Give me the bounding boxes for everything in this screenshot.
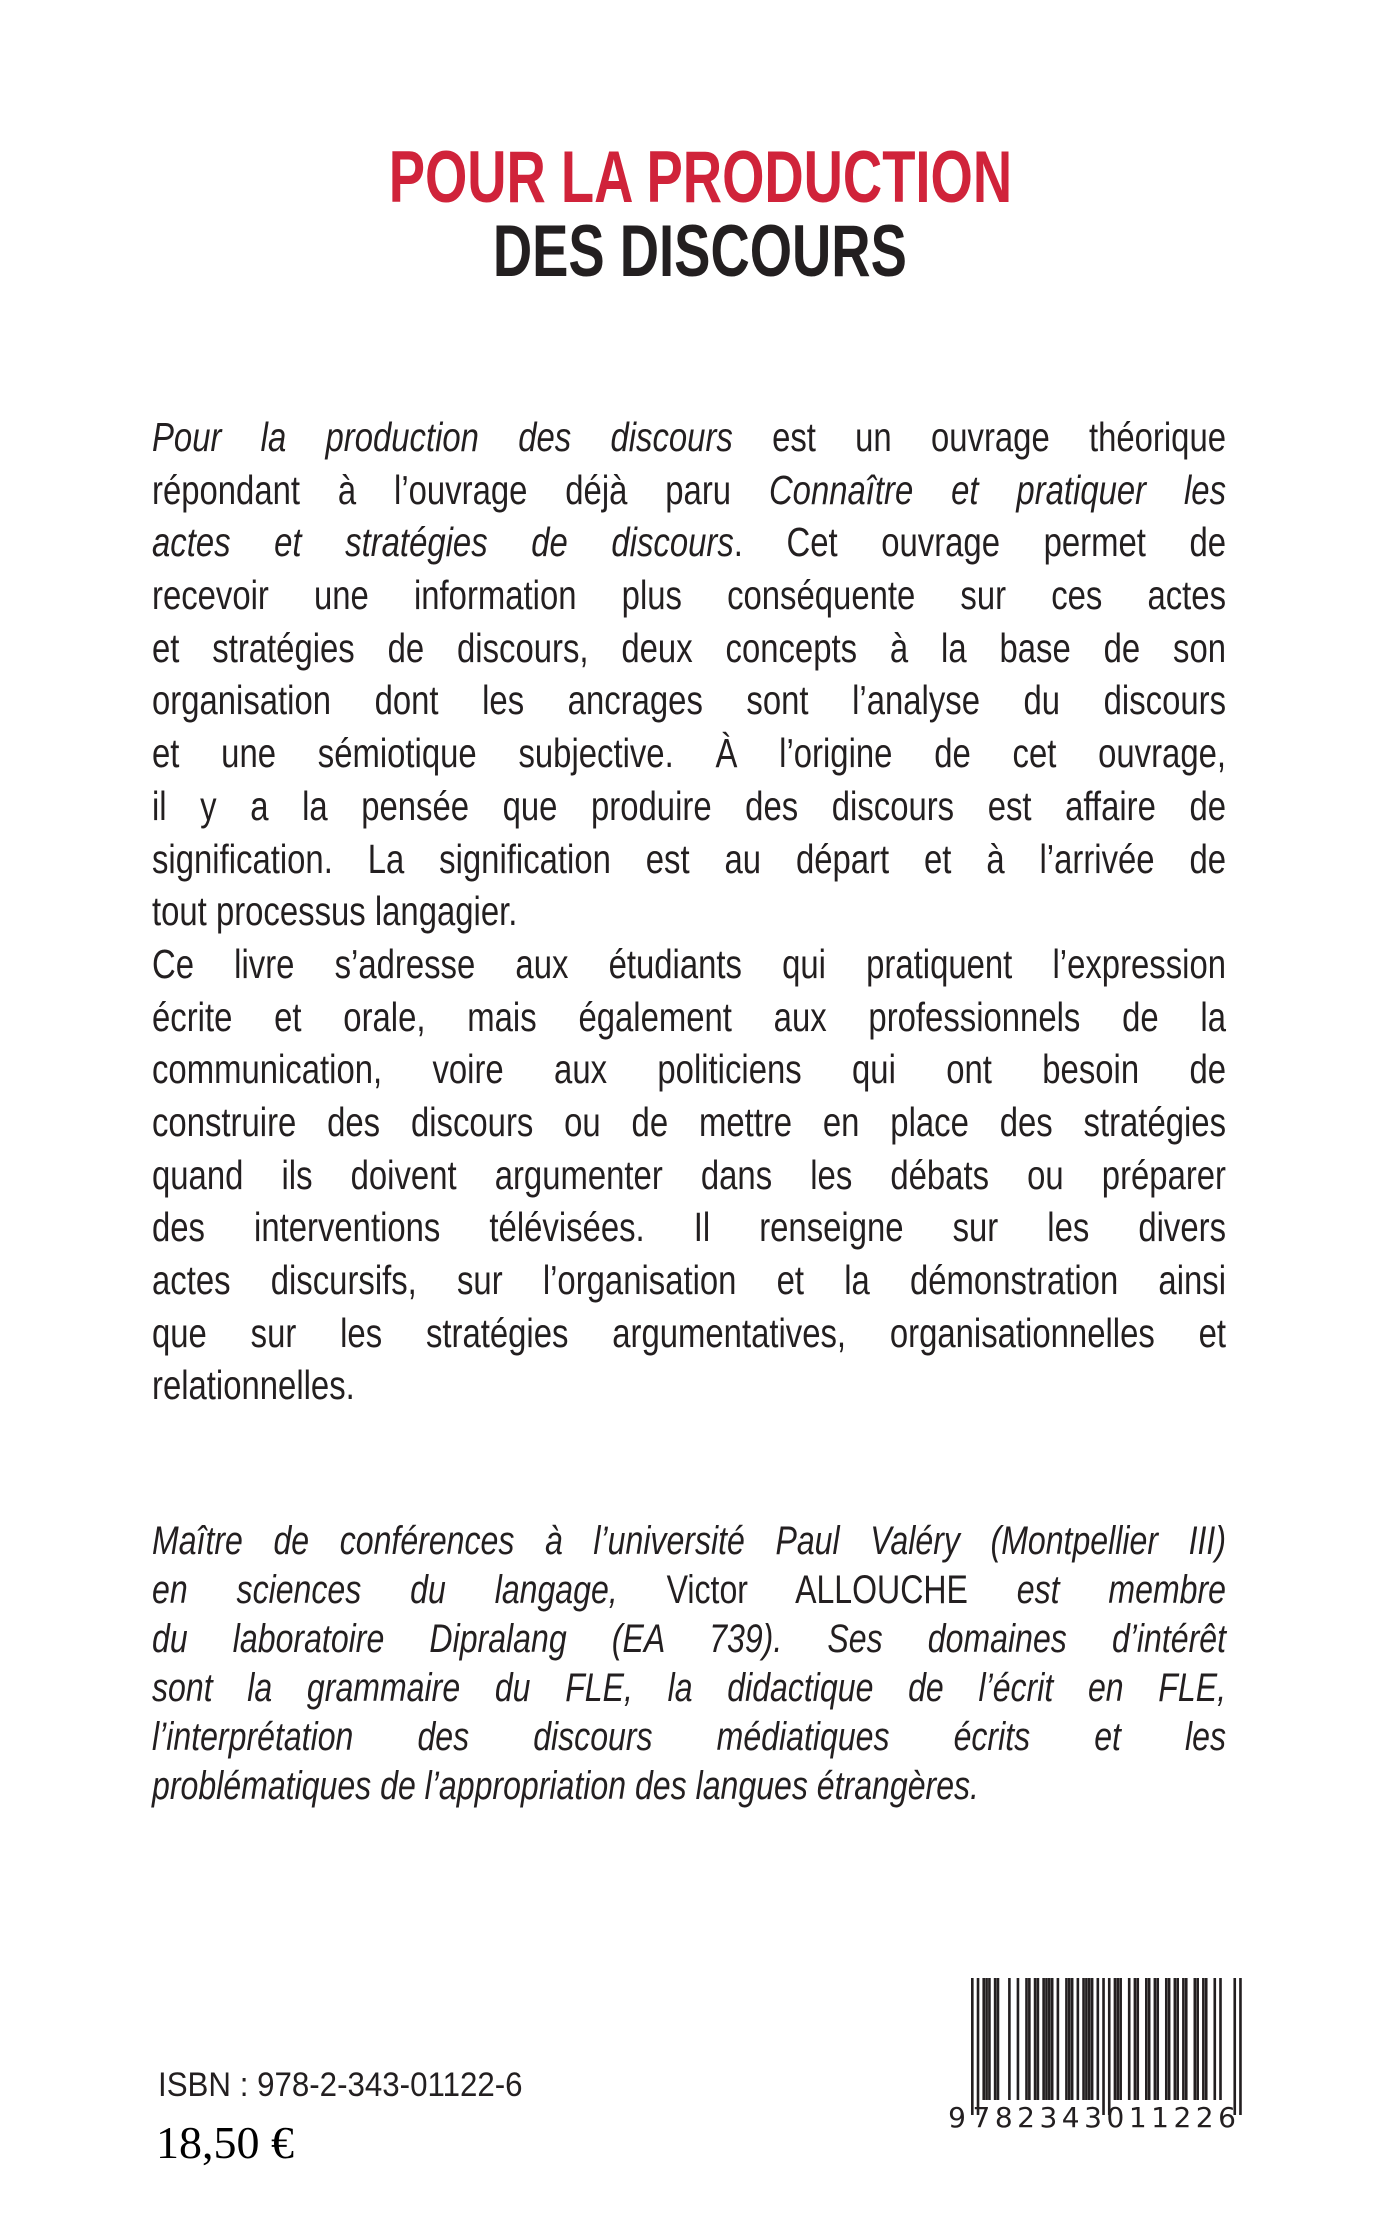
barcode-bar (1182, 1978, 1185, 2100)
text-run: Maître de conférences à l’université Paul Valéry (Montpellier III) (152, 1519, 1227, 1563)
summary-line (152, 516, 1226, 569)
barcode-bar (971, 1978, 974, 2115)
summary-line (152, 411, 1226, 464)
author-name: Victor ALLOUCHE (666, 1568, 968, 1612)
text-run: quand ils doivent argumenter dans les débats ou préparer (152, 1151, 1227, 1198)
barcode-bar (1008, 1978, 1011, 2100)
text-run: est un ouvrage théorique (732, 414, 1227, 460)
text-run: problématiques de l’appropriation des langues étrangères. (152, 1764, 979, 1808)
barcode-bar (1154, 1978, 1157, 2100)
barcode-bar (997, 1978, 1000, 2100)
text-run: actes discursifs, sur l’organisation et la démonstration ainsi (152, 1257, 1227, 1303)
text-run: en sciences du langage, (152, 1568, 667, 1612)
barcode-bar (1085, 1978, 1088, 2100)
summary-line (152, 1149, 1226, 1202)
text-run: et une sémiotique subjective. À l’origine de cet ouvrage, (152, 730, 1227, 777)
barcode-bar (1116, 1978, 1119, 2100)
italic-title: actes et stratégies de discours (152, 519, 734, 566)
barcode-bar (1202, 1978, 1205, 2100)
barcode-bar (982, 1978, 985, 2100)
summary-line (152, 1096, 1226, 1149)
barcode-bar (1196, 1978, 1199, 2100)
barcode-bar (1042, 1978, 1045, 2100)
barcode-bar (1165, 1978, 1168, 2100)
barcode-bar (1102, 1978, 1105, 2115)
barcode-bar (1239, 1978, 1242, 2115)
author-bio-text (152, 1517, 1226, 1811)
barcode-bar (988, 1978, 991, 2100)
barcode-bar (1176, 1978, 1179, 2100)
text-run: écrite et orale, mais également aux professionnels de la (152, 993, 1227, 1040)
text-run: recevoir une information plus conséquente sur ces actes (152, 572, 1227, 619)
summary-line (152, 833, 1226, 886)
isbn-label: ISBN : 978-2-343-01122-6 (158, 2066, 523, 2104)
summary-line (152, 727, 1226, 780)
summary-line (152, 1201, 1226, 1254)
barcode-bar (1233, 1978, 1236, 2115)
text-run: il y a la pensée que produire des discours est affaire de (152, 782, 1227, 829)
barcode-bar (1065, 1978, 1068, 2100)
barcode-bar (1028, 1978, 1031, 2100)
summary-text (152, 411, 1226, 1412)
bio-line (152, 1517, 1226, 1566)
bio-line (152, 1615, 1226, 1664)
barcode-digits: 782343 (972, 2101, 1107, 2134)
barcode-bar (1114, 1978, 1117, 2100)
barcode-bar (1025, 1978, 1028, 2100)
barcode-bar (1194, 1978, 1197, 2100)
text-run: . Cet ouvrage permet de (733, 519, 1227, 566)
text-run: des interventions télévisées. Il renseigne sur les divers (152, 1204, 1227, 1251)
summary-line (152, 1307, 1226, 1360)
text-run: sont la grammaire du FLE, la didactique de l’écrit en FLE, (152, 1666, 1227, 1710)
text-run: signification. La signification est au départ et à l’arrivée de (152, 835, 1227, 882)
barcode-bar (1136, 1978, 1139, 2100)
title-line-2: DES DISCOURS (492, 211, 907, 292)
barcode-bar (1097, 1978, 1100, 2100)
barcode-bar (1128, 1978, 1131, 2100)
barcode-bar (1205, 1978, 1208, 2100)
summary-line (152, 991, 1226, 1044)
summary-line (152, 464, 1226, 517)
barcode-bar (977, 1978, 980, 2115)
summary-line (152, 1043, 1226, 1096)
barcode-bar (1168, 1978, 1171, 2100)
barcode-bar (1119, 1978, 1122, 2100)
barcode-bar (1045, 1978, 1048, 2100)
barcode-bar (994, 1978, 997, 2100)
barcode-bar (1088, 1978, 1091, 2100)
text-run: relationnelles. (152, 1362, 355, 1409)
text-run: organisation dont les ancrages sont l’analyse du discours (152, 677, 1227, 724)
price-label: 18,50 € (156, 2117, 294, 2168)
barcode-bar (1048, 1978, 1051, 2100)
title-line-1: POUR LA PRODUCTION (388, 137, 1012, 218)
barcode-bar (1051, 1978, 1054, 2100)
barcode-digits: 9 (948, 2101, 966, 2134)
text-run: Ce livre s’adresse aux étudiants qui pratiquent l’expression (152, 940, 1227, 987)
text-run: est membre (967, 1568, 1227, 1612)
barcode-bar (1077, 1978, 1080, 2100)
summary-line (152, 780, 1226, 833)
text-run: communication, voire aux politiciens qui ont besoin de (152, 1046, 1227, 1093)
barcode-bar (1037, 1978, 1040, 2100)
bio-line (152, 1762, 1226, 1811)
barcode-bar (1134, 1978, 1137, 2100)
summary-line (152, 1254, 1226, 1307)
barcode-digits: 011226 (1106, 2101, 1241, 2134)
italic-title: Connaître et pratiquer les (768, 466, 1227, 513)
summary-line (152, 938, 1226, 991)
summary-line (152, 674, 1226, 727)
barcode-bar (1034, 1978, 1037, 2100)
text-run: construire des discours ou de mettre en place des stratégies (152, 1098, 1227, 1145)
barcode-bar (1071, 1978, 1074, 2100)
barcode-bar (1145, 1978, 1148, 2100)
barcode-bar (1017, 1978, 1020, 2100)
isbn-barcode (940, 1975, 1250, 2135)
summary-line (152, 622, 1226, 675)
summary-line (152, 885, 1226, 938)
summary-line (152, 569, 1226, 622)
bio-line (152, 1664, 1226, 1713)
barcode-bar (1213, 1978, 1216, 2100)
barcode-bar (1091, 1978, 1094, 2100)
bio-line (152, 1566, 1226, 1615)
summary-line (152, 1359, 1226, 1412)
text-run: répondant à l’ouvrage déjà paru (152, 466, 769, 513)
text-run: du laboratoire Dipralang (EA 739). Ses domaines d’intérêt (152, 1617, 1227, 1661)
barcode-bar (1057, 1978, 1060, 2100)
text-run: l’interprétation des discours médiatiques écrits et les (152, 1715, 1227, 1759)
text-run: et stratégies de discours, deux concepts à la base de son (152, 624, 1227, 671)
barcode-bar (1156, 1978, 1159, 2100)
bio-line (152, 1713, 1226, 1762)
text-run: que sur les stratégies argumentatives, organisationnelles et (152, 1309, 1227, 1356)
text-run: tout processus langagier. (152, 888, 518, 935)
barcode-bar (985, 1978, 988, 2100)
barcode-bar (1185, 1978, 1188, 2100)
barcode-bar (1082, 1978, 1085, 2100)
barcode-bar (1174, 1978, 1177, 2100)
italic-title: Pour la production des discours (152, 414, 733, 460)
barcode-bar (1219, 1978, 1222, 2100)
barcode-bar (1108, 1978, 1111, 2115)
barcode-bar (1148, 1978, 1151, 2100)
barcode-bar (1068, 1978, 1071, 2100)
